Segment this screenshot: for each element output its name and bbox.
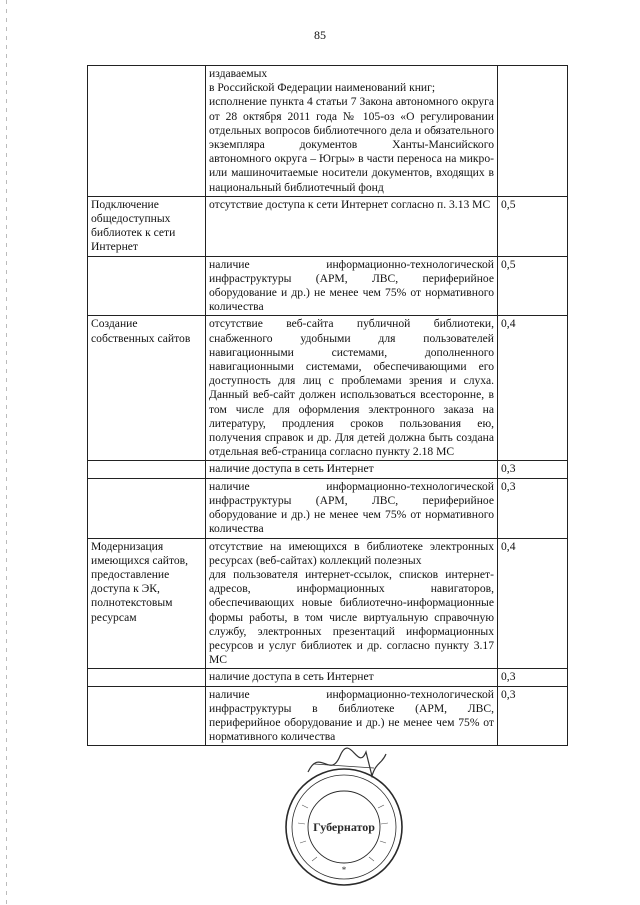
description-line: отсутствие на имеющихся в библиотеке электронных ресурсах (веб-сайтах) коллекций полезных	[209, 539, 494, 567]
criterion-score: 0,3	[498, 669, 568, 686]
table-row	[88, 478, 568, 538]
page-number: 85	[314, 28, 326, 42]
criterion-description	[206, 316, 498, 461]
description-line: для пользователя интернет-ссылок, списков интернет-адресов, информационных навигаторов, обеспечивающих новые библиотечно-информационные формы работы, в том числе виртуальную справочную службу, электронных презентаций информационных ресурсов и услуг библиотек и др. согласно пункту 3.17 МС	[209, 567, 494, 667]
criterion-category: Модернизация имеющихся сайтов, предоставление доступа к ЭК, полнотекстовым ресурсам	[88, 538, 206, 669]
criterion-description	[206, 196, 498, 256]
criterion-score: 0,5	[498, 256, 568, 316]
table-row	[88, 316, 568, 461]
criterion-category	[88, 478, 206, 538]
criterion-description	[206, 461, 498, 478]
table-row	[88, 669, 568, 686]
criterion-score: 0,3	[498, 461, 568, 478]
criterion-category: Создание собственных сайтов	[88, 316, 206, 461]
description-line: издаваемых	[209, 67, 268, 80]
svg-text:*: *	[341, 865, 347, 875]
description-line: отсутствие доступа к сети Интернет согласно п. 3.13 МС	[209, 197, 491, 211]
criterion-category	[88, 66, 206, 197]
table-row	[88, 196, 568, 256]
table-row	[88, 538, 568, 669]
description-line: наличие доступа в сеть Интернет	[209, 670, 374, 684]
description-line: наличие информационно-технологической инфраструктуры (АРМ, ЛВС, периферийное оборудование и др.) не менее чем 75% от нормативного количества	[209, 479, 494, 536]
description-line: исполнение пункта 4 статьи 7 Закона автономного округа от 28 октября 2011 года № 105-оз «О регулировании отдельных вопросов библиотечного дела и обязательного экземпляра документов Ханты-Мансийского автономного округа – Югры» в части переноса на микро- или машиночитаемые носители документов, входящих в национальный библиотечный фонд	[209, 95, 494, 194]
criteria-table	[87, 65, 568, 746]
table-row	[88, 66, 568, 197]
description-line: наличие информационно-технологической инфраструктуры в библиотеке (АРМ, ЛВС, периферийное оборудование и др.) не менее чем 75% от нормативного количества	[209, 687, 494, 744]
criterion-category	[88, 461, 206, 478]
table-row	[88, 686, 568, 746]
table-row	[88, 256, 568, 316]
criterion-description	[206, 256, 498, 316]
criterion-category	[88, 686, 206, 746]
description-line: наличие доступа в сеть Интернет	[209, 462, 374, 476]
criterion-category	[88, 256, 206, 316]
criterion-description	[206, 669, 498, 686]
criterion-description	[206, 538, 498, 669]
official-seal	[282, 765, 406, 889]
criterion-category: Подключение общедоступных библиотек к сети Интернет	[88, 196, 206, 256]
description-line: отсутствие веб-сайта публичной библиотеки, снабженного удобными для пользователей навигационными системами, дополненного навигационными системами, обеспечивающими его доступность для лиц с проблемами зрения и слуха. Данный веб-сайт должен использоваться всесторонне, в том числе для оформления электронного заказа на литературу, продления сроков пользования ею, получения справок и др. Для детей должна быть создана отдельная веб-страница согласно пункту 2.18 МС	[209, 317, 494, 459]
criterion-category	[88, 669, 206, 686]
criterion-score: 0,4	[498, 538, 568, 669]
table-row	[88, 461, 568, 478]
criterion-description	[206, 66, 498, 197]
criteria-table-body	[88, 66, 568, 746]
criterion-score: 0,3	[498, 686, 568, 746]
criterion-score: 0,3	[498, 478, 568, 538]
seal-center-text: Губернатор	[313, 820, 375, 834]
scan-edge-artifact	[6, 0, 7, 905]
criterion-score: 0,5	[498, 196, 568, 256]
criterion-description	[206, 478, 498, 538]
criterion-score: 0,4	[498, 316, 568, 461]
description-line: в Российской Федерации наименований книг;	[209, 81, 436, 95]
description-line: наличие информационно-технологической инфраструктуры (АРМ, ЛВС, периферийное оборудование и др.) не менее чем 75% от нормативного количества	[209, 257, 494, 314]
criterion-score	[498, 66, 568, 197]
criterion-description	[206, 686, 498, 746]
